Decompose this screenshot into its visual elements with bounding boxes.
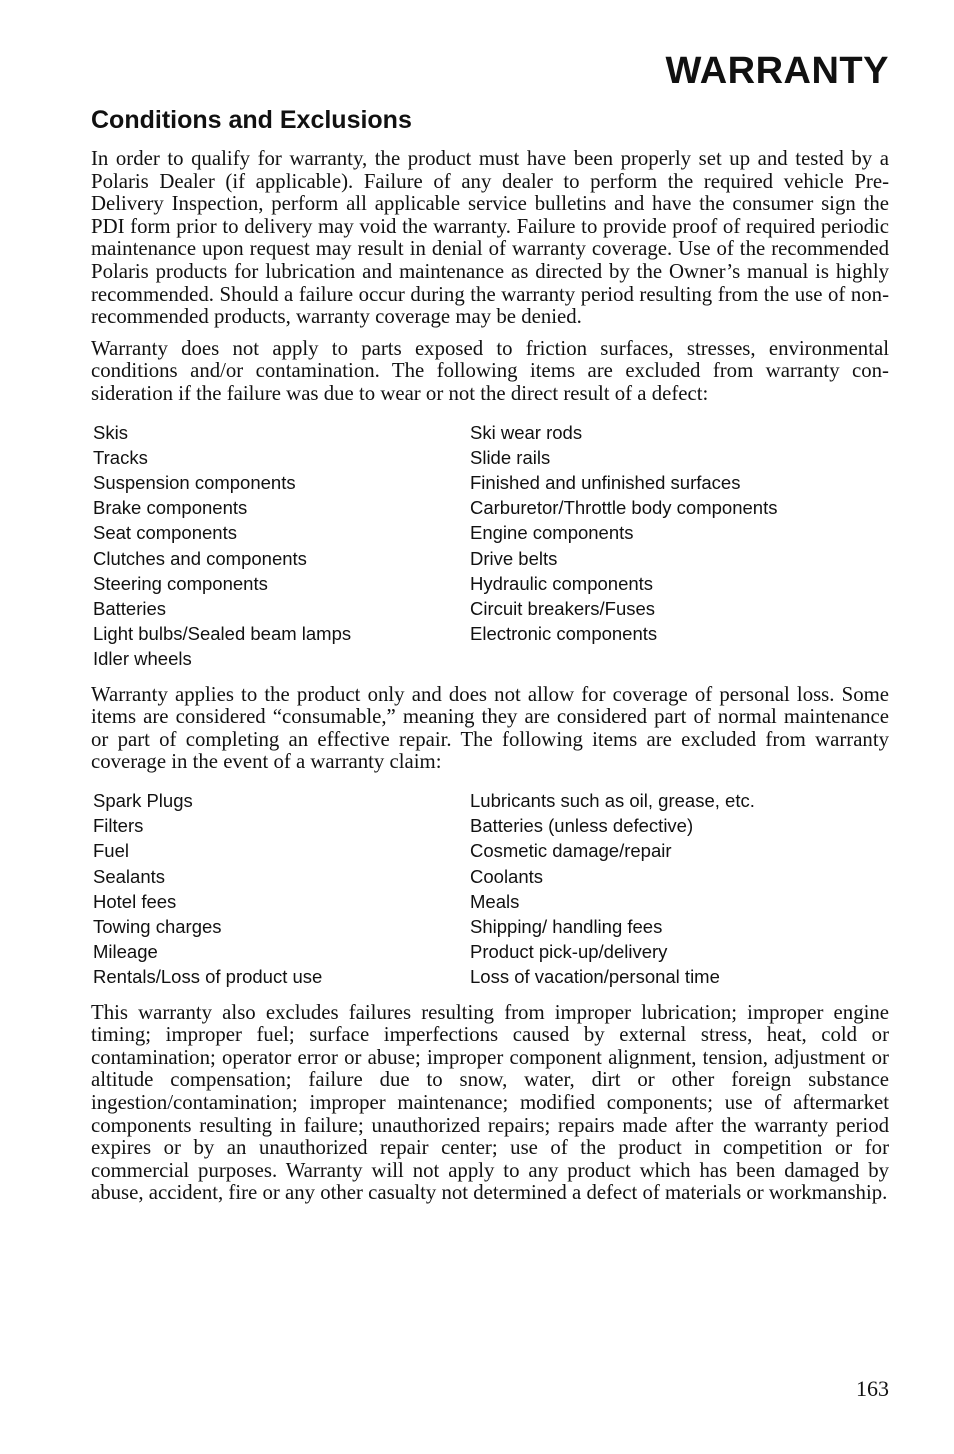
list-item: Steering components bbox=[93, 572, 268, 594]
list-item: Loss of vacation/personal time bbox=[470, 966, 720, 988]
list-item: Hotel fees bbox=[93, 890, 177, 912]
list-item: Hydraulic components bbox=[470, 572, 654, 594]
list-item: Mileage bbox=[93, 941, 158, 963]
list-item: Batteries bbox=[93, 597, 167, 619]
list-item: Skis bbox=[93, 421, 128, 443]
page-number: 163 bbox=[856, 1376, 889, 1401]
list-item: Rentals/Loss of product use bbox=[93, 966, 323, 988]
list-item: Meals bbox=[470, 890, 520, 912]
list-item: Spark Plugs bbox=[93, 789, 193, 811]
list-item: Coolants bbox=[470, 865, 544, 887]
list-item: Cosmetic damage/repair bbox=[470, 840, 672, 862]
list-item: Filters bbox=[93, 815, 144, 837]
list-item: Lubricants such as oil, grease, etc. bbox=[470, 789, 755, 811]
list-item: Electronic components bbox=[470, 623, 658, 645]
list-item: Suspension components bbox=[93, 471, 296, 493]
list-item: Idler wheels bbox=[93, 648, 192, 670]
list-item: Batteries (unless defective) bbox=[470, 815, 694, 837]
list-item: Clutches and components bbox=[93, 547, 307, 569]
list-item: Carburetor/Throttle body components bbox=[470, 497, 778, 519]
list-item: Slide rails bbox=[470, 446, 551, 468]
list-item: Tracks bbox=[93, 446, 148, 468]
wear-items-list bbox=[93, 420, 889, 672]
list-item: Product pick-up/delivery bbox=[470, 941, 668, 963]
paragraph-qualification: In order to qualify for warranty, the product must have been properly set up and tested by a Polaris Dealer (if applicable). Failure of any dealer to perform the required vehicle Pre-Delivery Inspection, perform all applicable service bulletins and have the consumer sign the PDI form prior to delivery may void the warranty. Failure to provide proof of required periodic maintenance upon request may result in denial of warranty coverage. Use of the recommended Polaris products for lubrication and maintenance as directed by the Owner’s manual is highly recommended. Should a failure occur during the warranty period resulting from the use of non-recommended products, warranty coverage may be denied. bbox=[91, 147, 889, 329]
list-item: Fuel bbox=[93, 840, 129, 862]
paragraph-wear-exclusions: Warranty does not apply to parts exposed to friction surfaces, stresses, environmental conditions and/or contamination. The following items are excluded from warranty con-sideration if the failure was due to wear or not the direct result of a defect: bbox=[91, 336, 889, 405]
list-item: Shipping/ handling fees bbox=[470, 915, 663, 937]
list-item: Finished and unfinished surfaces bbox=[470, 471, 741, 493]
list-item: Drive belts bbox=[470, 547, 558, 569]
paragraph-additional-exclusions: This warranty also excludes failures resulting from improper lubrication; improper engine timing; improper fuel; surface imperfections caused by external stress, heat, cold or contamination; operator error or abuse; improper component alignment, tension, adjustment or altitude compensation; failure due to snow, water, dirt or other foreign substance ingestion/contamination; improper maintenance; modified components; use of aftermarket components resulting in failure; unauthorized repairs; repairs made after the warranty period expires or by an unauthorized repair center; use of the product in competition or for commercial purposes. Warranty will not apply to any product which has been damaged by abuse, accident, fire or any other casualty not determined a defect of materials or workmanship. bbox=[91, 1000, 889, 1205]
section-heading: Conditions and Exclusions bbox=[91, 106, 412, 134]
list-item: Circuit breakers/Fuses bbox=[470, 597, 656, 619]
consumable-items-list bbox=[93, 788, 889, 990]
list-item: Ski wear rods bbox=[470, 421, 583, 443]
page-title: WARRANTY bbox=[665, 50, 889, 92]
main-content bbox=[91, 104, 889, 1214]
list-item: Towing charges bbox=[93, 915, 222, 937]
paragraph-consumables: Warranty applies to the product only and does not allow for coverage of personal loss. Some items are considered “consumable,” meaning they are considered part of normal maintenance or part of completing an effective repair. The following items are excluded from warranty coverage in the event of a warranty claim: bbox=[91, 682, 889, 774]
list-item: Brake components bbox=[93, 497, 248, 519]
list-item: Seat components bbox=[93, 522, 237, 544]
list-item bbox=[470, 646, 889, 671]
list-item: Sealants bbox=[93, 865, 165, 887]
list-item: Engine components bbox=[470, 522, 634, 544]
list-item: Light bulbs/Sealed beam lamps bbox=[93, 623, 352, 645]
